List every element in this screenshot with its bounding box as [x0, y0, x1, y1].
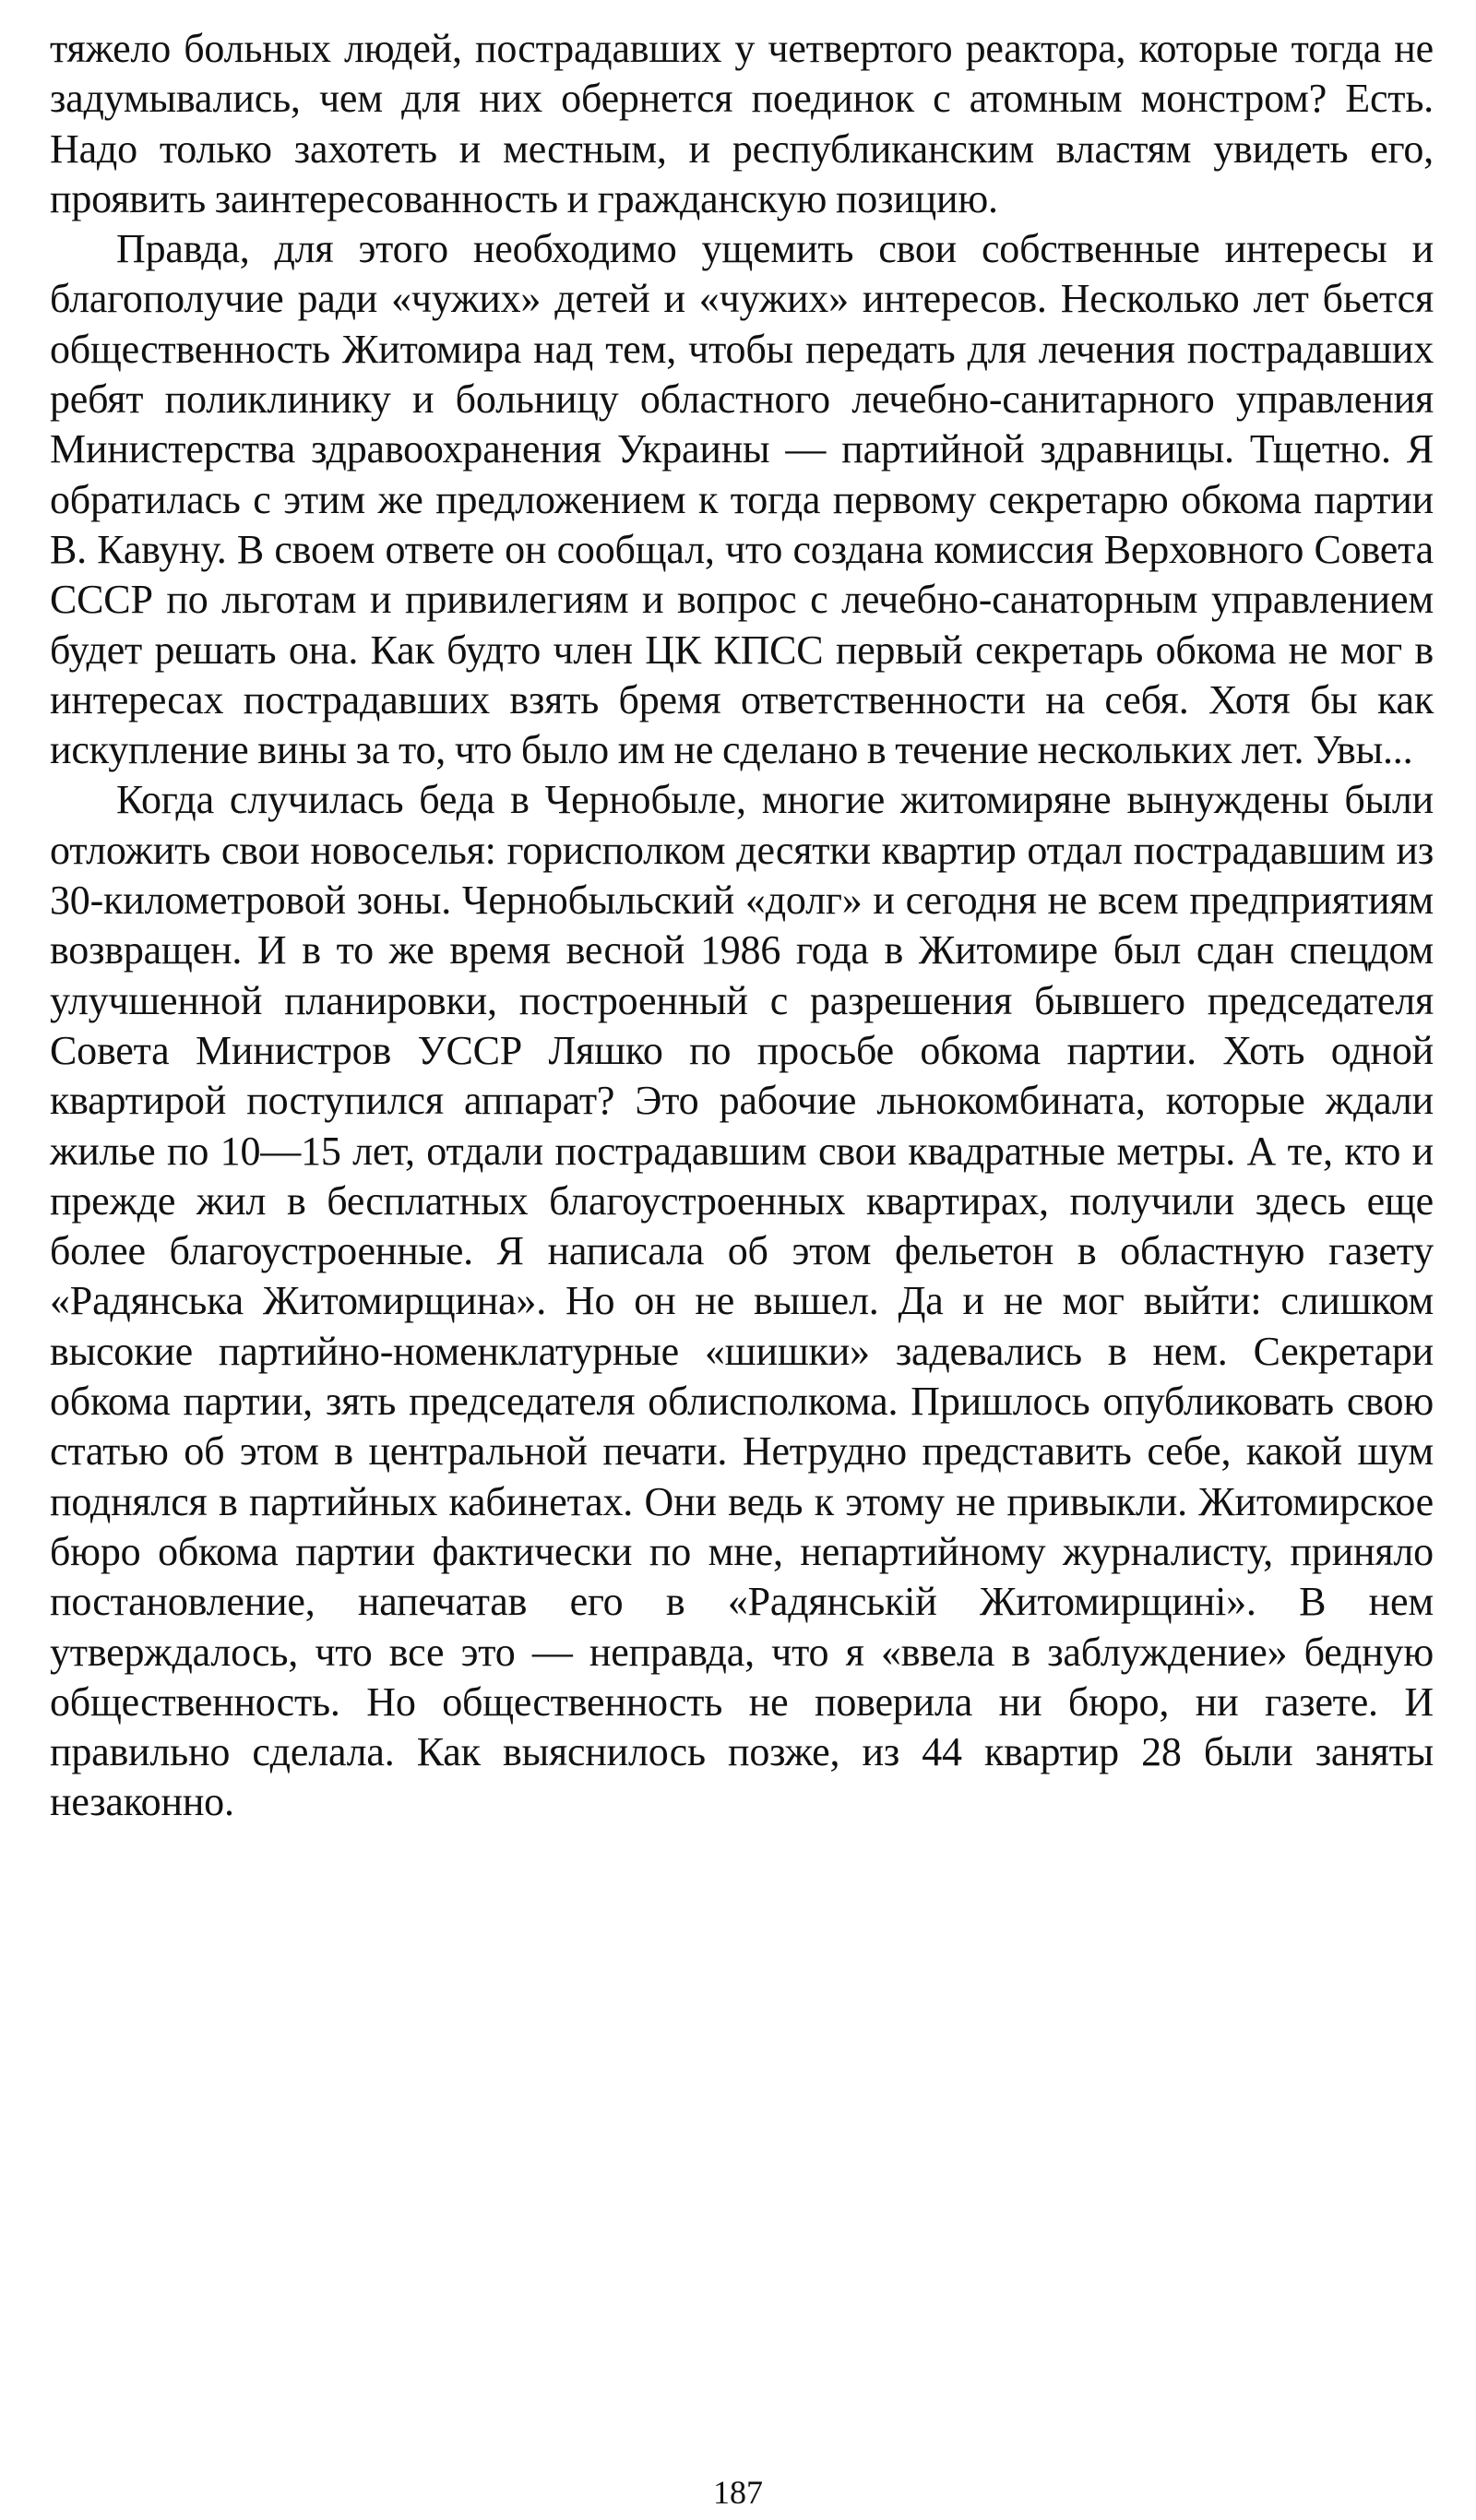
paragraph-chernobyl-housing: Когда случилась беда в Чернобыле, многие житомиряне вынуждены были отложить свои новоселья: горисполком десятки квартир отдал пострадавшим из 30-километровой зоны. Чернобыльский «долг» и сегодня не всем предприятиям возвращен. И в то же время весной 1986 года в Житомире был сдан спецдом улучшенной планировки, построенный с разрешения бывшего председателя Совета Министров УССР Ляшко по просьбе обкома партии. Хоть одной квартирой поступился аппарат? Это рабочие льнокомбината, которые ждали жилье по 10—15 лет, отдали пострадавшим свои квадратные метры. А те, кто и прежде жил в бесплатных благоустроенных квартирах, получили здесь еще более благоустроенные. Я написала об этом фельетон в областную газету «Радянська Житомирщина». Но он не вышел. Да и не мог выйти: слишком высокие партийно-номенклатурные «шишки» задевались в нем. Секретари обкома партии, зять председателя облисполкома. Пришлось опубликовать свою статью об этом в центральной печати. Нетрудно представить себе, какой шум поднялся в партийных кабинетах. Они ведь к этому не привыкли. Житомирское бюро обкома партии фактически по мне, непартийному журналисту, приняло постановление, напечатав его в «Радянській Житомирщині». В нем утверждалось, что все это — неправда, что я «ввела в заблуждение» бедную общественность. Но общественность не поверила ни бюро, ни газете. И правильно сделала. Как выяснилось позже, из 44 квартир 28 были заняты незаконно.	[50, 777, 1434, 1825]
paragraph-privileges: Правда, для этого необходимо ущемить свои собственные интересы и благополучие ради «чужих» детей и «чужих» интересов. Несколько лет бьется общественность Житомира над тем, чтобы передать для лечения пострадавших ребят поликлинику и больницу областного лечебно-санитарного управления Министерства здравоохранения Украины — партийной здравницы. Тщетно. Я обратилась с этим же предложением к тогда первому секретарю обкома партии В. Кавуну. В своем ответе он сообщал, что создана комиссия Верховного Совета СССР по льготам и привилегиям и вопрос с лечебно-санаторным управлением будет решать она. Как будто член ЦК КПСС первый секретарь обкома не мог в интересах пострадавших взять бремя ответственности на себя. Хотя бы как искупление вины за то, что было им не сделано в течение нескольких лет. Увы...	[50, 226, 1434, 773]
page-number: 187	[713, 2474, 763, 2511]
paragraph-continuation: тяжело больных людей, пострадавших у четвертого реактора, которые тогда не задумывались, чем для них обернется поединок с атомным монстром? Есть. Надо только захотеть и местным, и республиканским властям увидеть его, проявить заинтересованность и гражданскую позицию.	[50, 26, 1434, 221]
page-body	[50, 24, 1434, 1828]
